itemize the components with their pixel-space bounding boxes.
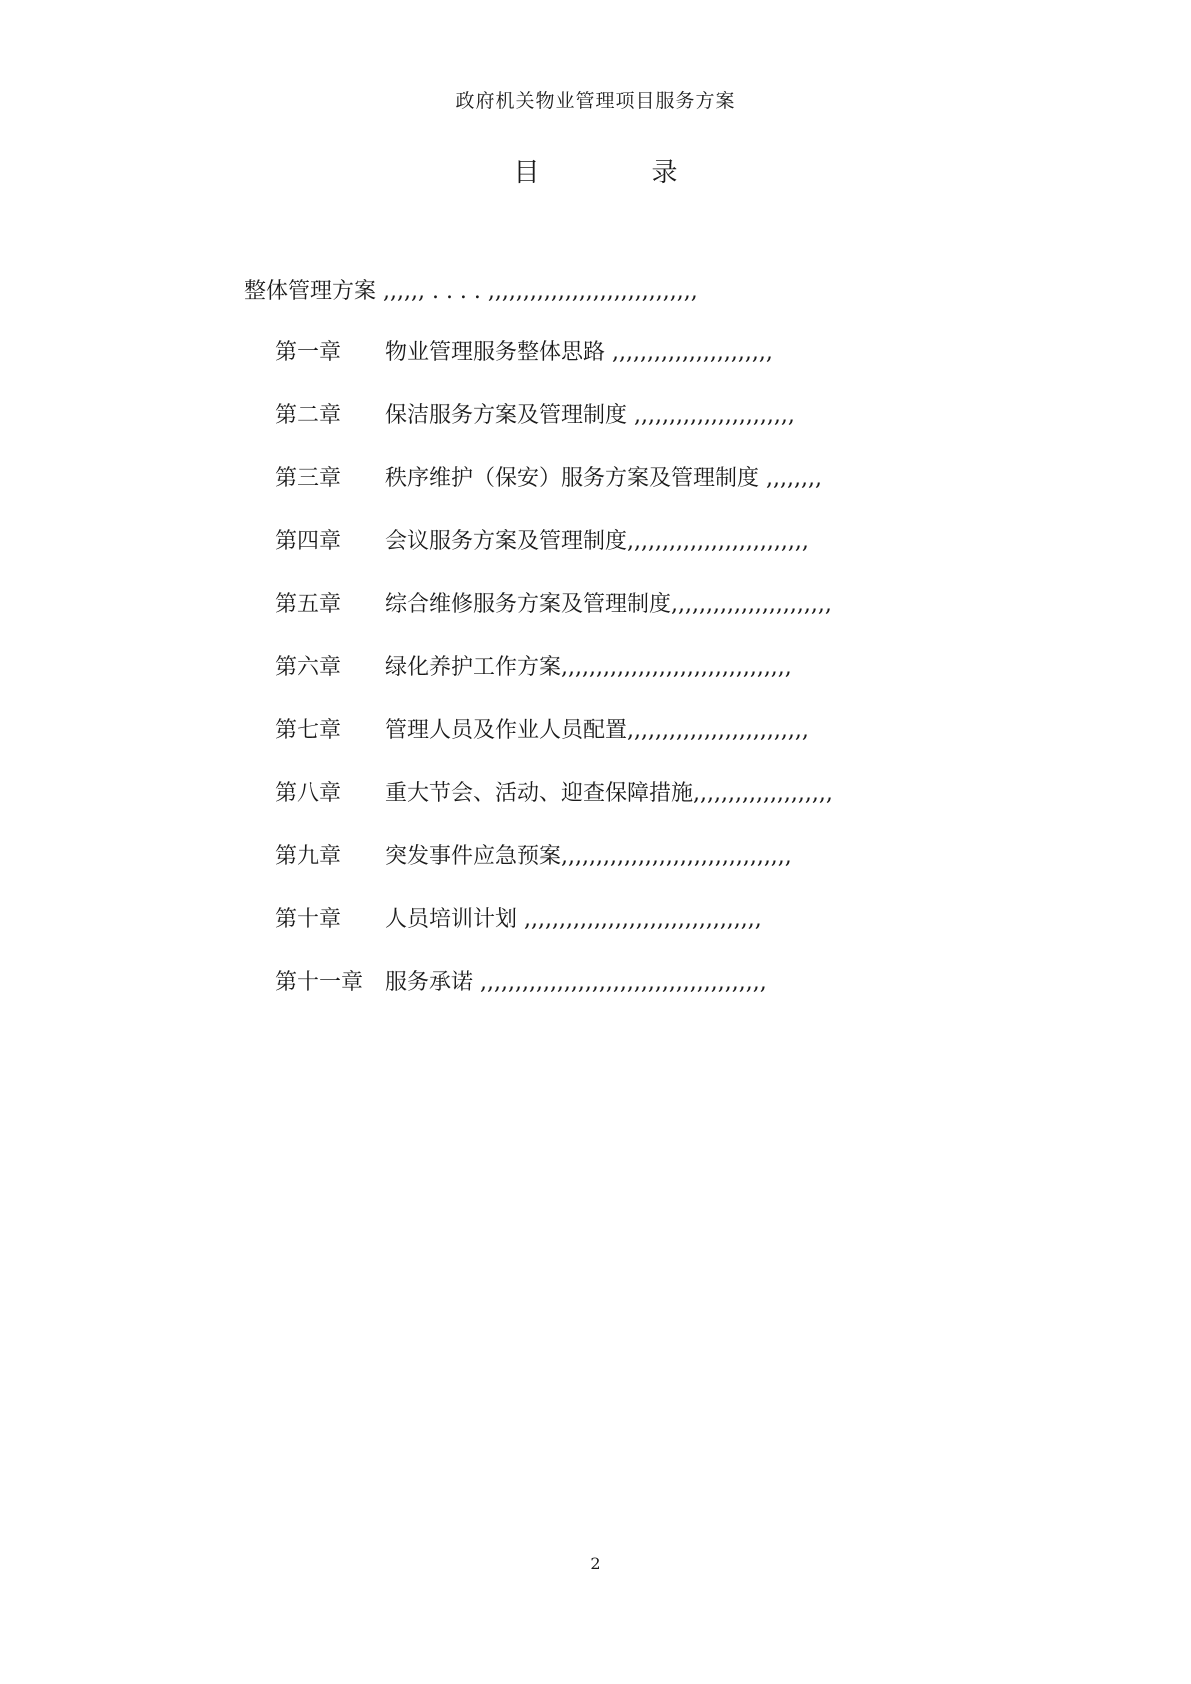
page-number: 2: [590, 1554, 601, 1573]
toc-entry-leader: ,,,,,,,,: [759, 466, 822, 491]
toc-chapter-number: 第十一章: [275, 970, 364, 995]
toc-entry-leader: ,,,,,,,,,,,,,,,,,,,,,,,,,,,,,,,,,,,,,,,,,: [473, 970, 767, 995]
toc-entry-chapter-9[interactable]: [275, 842, 792, 872]
toc-entry-chapter-11[interactable]: [275, 968, 767, 998]
toc-entry-chapter-5[interactable]: [275, 590, 832, 620]
toc-entry-title: 秩序维护（保安）服务方案及管理制度: [385, 466, 760, 491]
toc-entry-main[interactable]: [244, 277, 698, 307]
toc-entry-title: 绿化养护工作方案: [385, 655, 562, 680]
toc-entry-title: 物业管理服务整体思路: [385, 340, 606, 365]
toc-entry-leader: ,,,,,,,,,,,,,,,,,,,,,,,: [605, 340, 773, 365]
toc-entry-leader: ,,,,,,,,,,,,,,,,,,,,,,,,,,: [627, 529, 809, 554]
toc-entry-title: 管理人员及作业人员配置: [385, 718, 628, 743]
toc-title-char-2: 录: [651, 158, 678, 188]
toc-entry-leader: ,,,,,,,,,,,,,,,,,,,,,,,: [671, 592, 832, 617]
toc-chapter-number: 第七章: [275, 718, 342, 743]
toc-chapter-number: 第三章: [275, 466, 342, 491]
toc-chapter-number: 第九章: [275, 844, 342, 869]
toc-entry-chapter-3[interactable]: [275, 464, 822, 494]
toc-chapter-number: 第八章: [275, 781, 342, 806]
toc-chapter-number: 第六章: [275, 655, 342, 680]
toc-entry-chapter-2[interactable]: [275, 401, 795, 431]
toc-entry-title: 保洁服务方案及管理制度: [385, 403, 628, 428]
toc-entry-leader: ,,,,,,,,,,,,,,,,,,,,,,,,,,,,,,,,,: [561, 655, 792, 680]
toc-chapter-number: 第二章: [275, 403, 342, 428]
toc-entry-leader: ,,,,,,,,,,,,,,,,,,,,,,,,,,,,,,,,,: [561, 844, 792, 869]
toc-entry-title: 整体管理方案: [244, 279, 377, 304]
toc-entry-chapter-6[interactable]: [275, 653, 792, 683]
toc-entry-leader: ,,,,,, . . . . ,,,,,,,,,,,,,,,,,,,,,,,,,,,,,,: [376, 279, 698, 304]
toc-chapter-number: 第四章: [275, 529, 342, 554]
toc-entry-leader: ,,,,,,,,,,,,,,,,,,,,,,,: [627, 403, 795, 428]
document-header: 政府机关物业管理项目服务方案: [455, 90, 736, 112]
toc-entry-leader: ,,,,,,,,,,,,,,,,,,,,,,,,,,: [627, 718, 809, 743]
toc-entry-title: 会议服务方案及管理制度: [385, 529, 628, 554]
toc-entry-title: 突发事件应急预案: [385, 844, 562, 869]
toc-entry-leader: ,,,,,,,,,,,,,,,,,,,,: [693, 781, 833, 806]
toc-entry-title: 综合维修服务方案及管理制度: [385, 592, 672, 617]
toc-entry-leader: ,,,,,,,,,,,,,,,,,,,,,,,,,,,,,,,,,,: [517, 907, 762, 932]
toc-chapter-number: 第一章: [275, 340, 342, 365]
toc-title: [0, 152, 1191, 189]
toc-entry-chapter-4[interactable]: [275, 527, 809, 557]
toc-chapter-number: 第五章: [275, 592, 342, 617]
toc-title-char-1: 目: [513, 158, 540, 188]
toc-entry-chapter-1[interactable]: [275, 338, 773, 368]
toc-entry-title: 服务承诺: [385, 970, 474, 995]
toc-entry-chapter-7[interactable]: [275, 716, 809, 746]
toc-entry-title: 人员培训计划: [385, 907, 518, 932]
toc-entry-chapter-10[interactable]: [275, 905, 762, 935]
toc-entry-title: 重大节会、活动、迎查保障措施: [385, 781, 694, 806]
toc-chapter-number: 第十章: [275, 907, 342, 932]
toc-entry-chapter-8[interactable]: [275, 779, 833, 809]
